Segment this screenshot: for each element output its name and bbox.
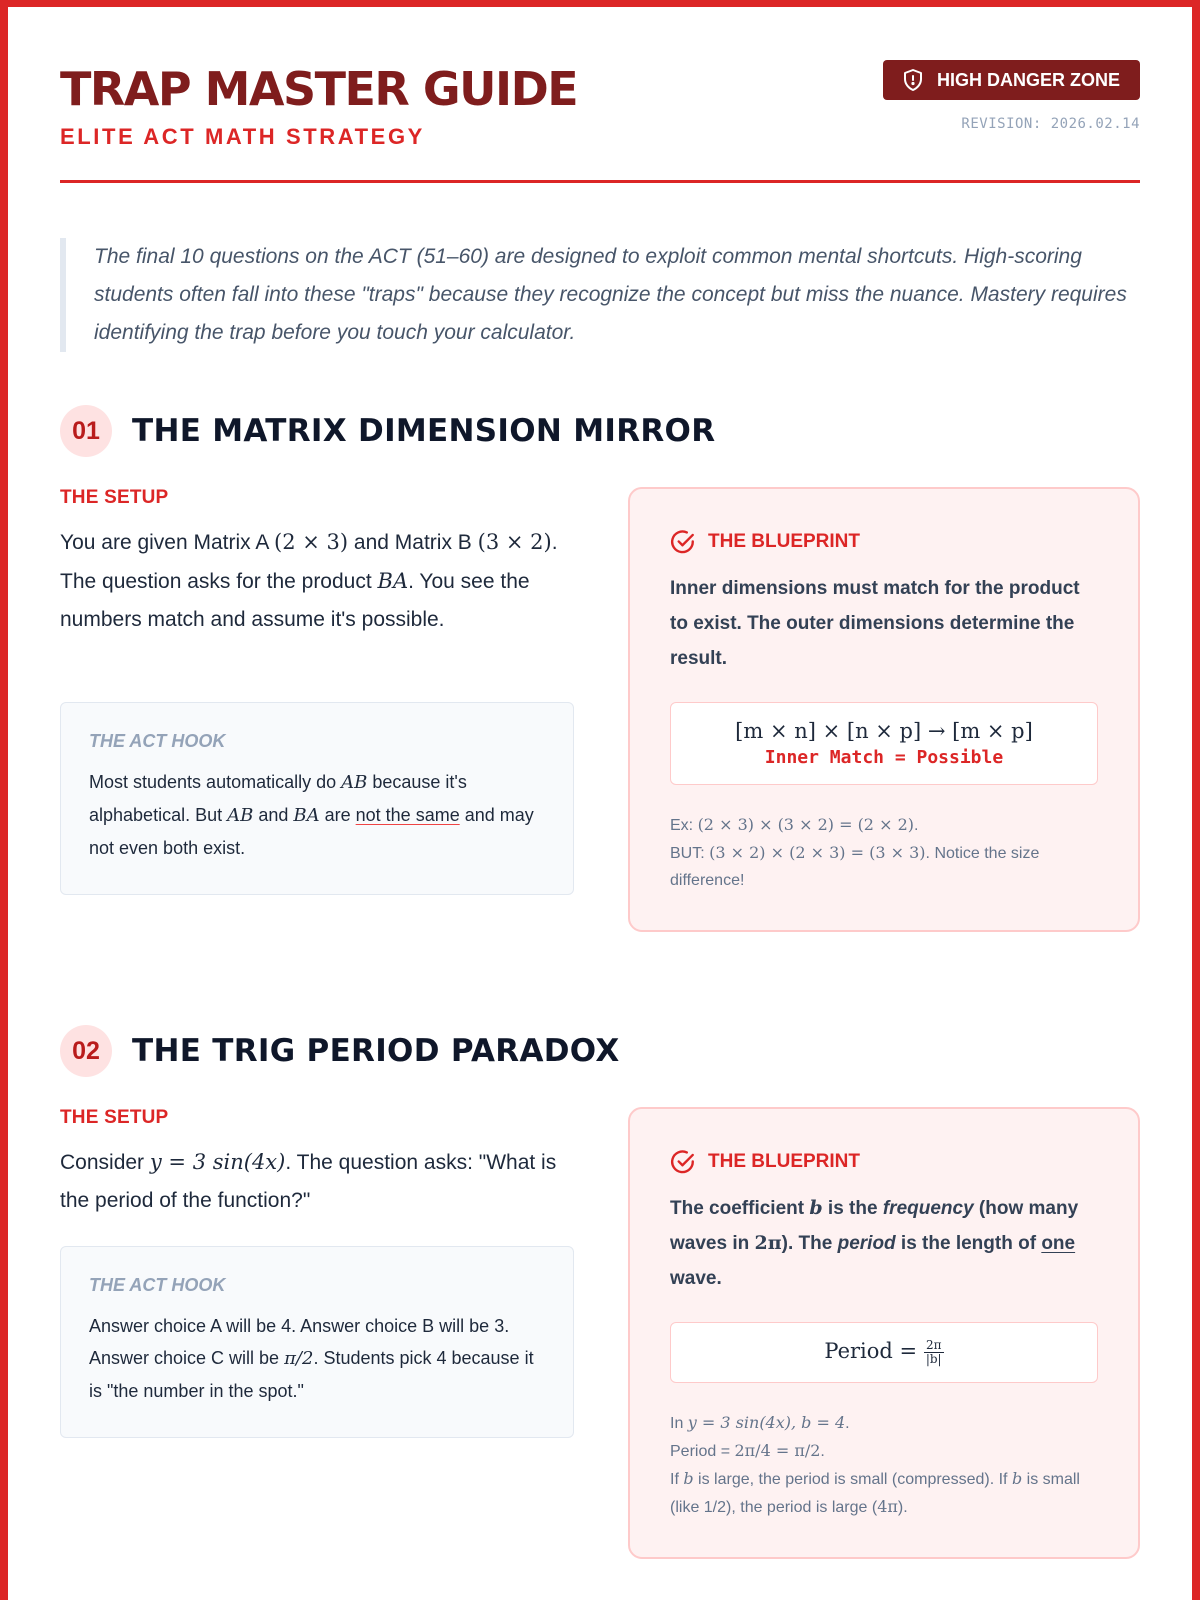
blueprint-header <box>670 529 1098 555</box>
formula-box <box>670 702 1098 785</box>
hook-label: THE ACT HOOK <box>89 731 226 751</box>
text-run: BUT: <box>670 845 710 862</box>
blueprint-example <box>670 1409 1098 1521</box>
math-run: BA <box>377 569 409 593</box>
blueprint-text: Inner dimensions must match for the product to exist. The outer dimensions determine the result. <box>670 578 1080 669</box>
blueprint-example <box>670 811 1098 894</box>
math-run: π/2 <box>284 1348 314 1369</box>
setup-column <box>60 487 574 639</box>
math-run: b <box>1011 1469 1023 1488</box>
math-run: 2π <box>754 1232 782 1254</box>
section-header <box>60 1025 620 1077</box>
section-trig <box>60 1025 1140 1585</box>
example-line <box>670 1465 1098 1521</box>
math-run: (2 × 3) <box>274 530 349 554</box>
page-subtitle: ELITE ACT MATH STRATEGY <box>60 124 425 149</box>
text-run: In <box>670 1415 688 1432</box>
setup-text <box>60 523 574 639</box>
page-header <box>60 58 1140 183</box>
hook-text <box>89 766 545 864</box>
math-run: 4π <box>877 1497 898 1516</box>
text-run: and may not even both exist. <box>89 805 534 858</box>
formula: [m × n] × [n × p] → [m × p] <box>735 719 1033 743</box>
setup-text <box>60 1143 574 1220</box>
text-run: is small (like 1/2), the period is large ( <box>670 1471 1080 1516</box>
example-line <box>670 1437 1098 1465</box>
guide-page <box>60 0 1140 1600</box>
section-number: 01 <box>60 405 112 457</box>
text-run: ). The <box>781 1233 838 1254</box>
fraction-numerator: 2π <box>924 1339 944 1353</box>
blueprint-label: THE BLUEPRINT <box>708 1151 860 1172</box>
text-run: Consider <box>60 1151 150 1174</box>
text-run: Answer choice A will be 4. Answer choice B will be 3. Answer choice C will be <box>89 1316 510 1368</box>
text-run: are <box>319 805 356 825</box>
formula <box>681 1339 1087 1366</box>
act-hook-box <box>60 702 574 895</box>
math-run: BA <box>293 805 320 826</box>
blueprint-box <box>628 487 1140 932</box>
check-circle-icon <box>670 1149 696 1175</box>
blueprint-box <box>628 1107 1140 1559</box>
formula-fraction <box>924 1339 944 1366</box>
text-run: The coefficient <box>670 1198 810 1219</box>
text-run: because it's alphabetical. But <box>89 772 467 825</box>
math-run: b <box>809 1197 823 1219</box>
emphasis-italic: period <box>837 1233 896 1254</box>
text-run: (how many waves in <box>670 1198 1079 1254</box>
math-run: y = 3 sin(4x), b = 4 <box>687 1413 846 1432</box>
section-header <box>60 405 715 457</box>
math-run: y = 3 sin(4x) <box>149 1150 286 1174</box>
blueprint-text <box>670 1191 1098 1296</box>
setup-label: THE SETUP <box>60 1107 169 1128</box>
text-run: . Notice the size difference! <box>670 845 1040 889</box>
section-number: 02 <box>60 1025 112 1077</box>
formula-lhs: Period = <box>824 1339 924 1363</box>
math-run: 2π/4 = π/2 <box>734 1441 821 1460</box>
text-run: . The question asks for the product <box>60 531 558 593</box>
act-hook-box <box>60 1246 574 1438</box>
example-line <box>670 839 1098 894</box>
text-run: You are given Matrix A <box>60 531 275 554</box>
text-run: . <box>820 1443 825 1460</box>
hook-label: THE ACT HOOK <box>89 1275 226 1295</box>
text-run: and Matrix B <box>348 531 478 554</box>
hook-text <box>89 1310 545 1407</box>
setup-label: THE SETUP <box>60 487 169 508</box>
revision-label: REVISION: 2026.02.14 <box>961 116 1140 132</box>
math-run: AB <box>227 805 254 826</box>
text-run: . You see the numbers match and assume it's possible. <box>60 570 530 631</box>
text-run: . <box>913 817 919 834</box>
math-run: (3 × 2) × (2 × 3) = (3 × 3) <box>709 843 926 862</box>
math-run: b <box>683 1469 694 1488</box>
formula-box <box>670 1322 1098 1383</box>
text-run: Most students automatically do <box>89 772 342 792</box>
text-run: is the <box>822 1198 883 1219</box>
text-run: . Students pick 4 because it is "the number in the spot." <box>89 1348 534 1401</box>
fraction-denominator: |b| <box>925 1352 942 1366</box>
text-run: is the length of <box>895 1233 1042 1254</box>
page-title: TRAP MASTER GUIDE <box>60 62 578 116</box>
text-run: wave. <box>670 1268 722 1289</box>
blueprint-header <box>670 1149 1098 1175</box>
text-run: Period = <box>670 1443 735 1460</box>
emphasis-underline: one <box>1041 1233 1076 1254</box>
text-run: Ex: <box>670 817 698 834</box>
example-line <box>670 1409 1098 1437</box>
shield-icon <box>901 68 925 92</box>
emphasis-underline: not the same <box>355 805 460 825</box>
section-title: THE MATRIX DIMENSION MIRROR <box>132 413 716 449</box>
math-run: AB <box>341 772 368 793</box>
formula-note: Inner Match = Possible <box>764 747 1004 768</box>
text-run: . The question asks: "What is the period of the function?" <box>60 1151 557 1212</box>
blueprint-label: THE BLUEPRINT <box>708 531 860 552</box>
text-run: . <box>845 1415 850 1432</box>
intro-text: The final 10 questions on the ACT (51–60) are designed to exploit common mental shortcuts. High-scoring students often fall into these "traps" because they recognize the concept but miss the nuance. Mastery requires identifying the trap before you touch your calculator. <box>94 245 1127 344</box>
danger-badge-label: HIGH DANGER ZONE <box>936 69 1120 90</box>
example-line <box>670 811 1098 839</box>
section-matrix <box>60 405 1140 965</box>
math-run: (2 × 3) × (3 × 2) = (2 × 2) <box>697 815 914 834</box>
section-title: THE TRIG PERIOD PARADOX <box>132 1033 620 1069</box>
emphasis-italic: frequency <box>882 1198 974 1219</box>
math-run: (3 × 2) <box>477 530 552 554</box>
text-run: is large, the period is small (compressed). If <box>693 1471 1012 1488</box>
setup-column <box>60 1107 574 1220</box>
intro-quote <box>60 238 1140 352</box>
text-run: ). <box>897 1499 908 1516</box>
check-circle-icon <box>670 529 696 555</box>
text-run: If <box>670 1471 684 1488</box>
text-run: and <box>253 805 294 825</box>
danger-badge <box>883 60 1140 100</box>
